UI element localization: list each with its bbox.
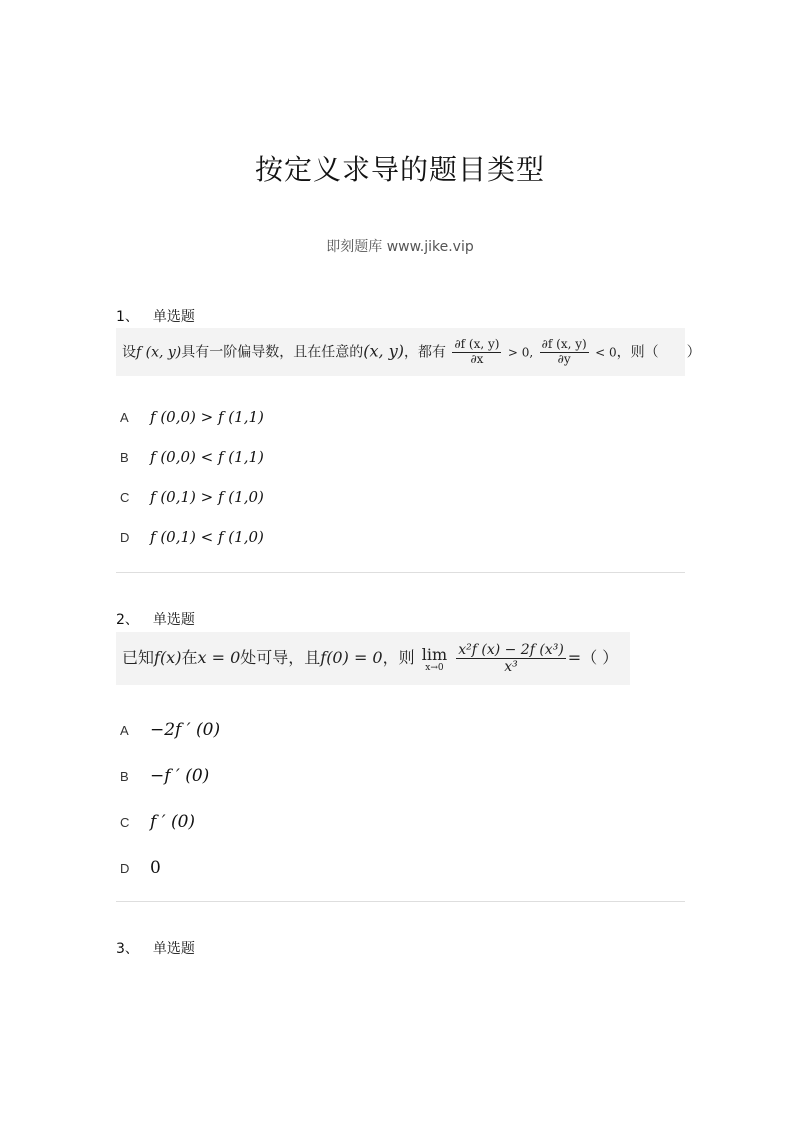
option-text: f (0,1) < f (1,0) — [150, 528, 264, 546]
question-2-option-d[interactable] — [120, 858, 161, 878]
question-1-stem: 设f (x, y)具有一阶偏导数，且在任意的(x, y)，都有 $\frac{\partial f (x, y)}{\partial x}$ > 0, $\frac{\partial f (x, y)}{\partial y}$ < 0，则（ ） — [116, 328, 685, 376]
option-text: 0 — [150, 858, 161, 878]
question-3-header — [116, 938, 195, 958]
fraction-partial-y: $\frac{\partial f (x, y)}{\partial y}$ — [541, 336, 587, 366]
question-1-option-c[interactable] — [120, 488, 264, 506]
question-type: 单选题 — [152, 941, 195, 957]
limit-operator: lim x→0 — [421, 644, 448, 673]
question-2-stem: 已知f(x)在x = 0处可导，且f(0) = 0，则 lim x→0 $\frac{\text{x²f (x) − 2f (x³)}}{\text{x³}}$ =（ ） — [116, 632, 630, 685]
option-text: f ′ (0) — [150, 812, 196, 832]
divider — [116, 572, 685, 573]
question-2-header — [116, 609, 195, 629]
question-1-header — [116, 306, 195, 326]
option-text: f (0,0) < f (1,1) — [150, 448, 264, 466]
option-letter: B — [120, 768, 129, 784]
option-text: −2f ′ (0) — [150, 720, 221, 740]
page-title: 按定义求导的题目类型 — [254, 153, 545, 186]
question-2-option-a[interactable] — [120, 720, 220, 740]
option-text: f (0,1) > f (1,0) — [150, 488, 264, 506]
question-2-option-b[interactable] — [120, 766, 209, 786]
option-letter: D — [120, 529, 130, 545]
option-text: f (0,0) > f (1,1) — [150, 408, 264, 426]
question-number: 3、 — [116, 941, 139, 957]
question-1-option-d[interactable] — [120, 528, 264, 546]
question-1-option-a[interactable] — [120, 408, 264, 426]
option-letter: D — [120, 860, 130, 876]
question-2-option-c[interactable] — [120, 812, 195, 832]
divider — [116, 901, 685, 902]
source-line: 即刻题库 www.jike.vip — [326, 239, 474, 255]
question-1-option-b[interactable] — [120, 448, 264, 466]
fraction-partial-x: $\frac{\partial f (x, y)}{\partial x}$ — [454, 336, 500, 366]
option-letter: B — [120, 449, 129, 465]
question-type: 单选题 — [152, 309, 195, 325]
option-text: −f ′ (0) — [150, 766, 210, 786]
option-letter: A — [120, 722, 129, 738]
question-number: 1、 — [116, 309, 139, 325]
question-type: 单选题 — [152, 612, 195, 628]
limit-fraction: $\frac{\text{x²f (x) − 2f (x³)}}{\text{x³}}$ — [458, 641, 564, 675]
option-letter: A — [120, 409, 129, 425]
option-letter: C — [120, 814, 130, 830]
question-number: 2、 — [116, 612, 139, 628]
option-letter: C — [120, 489, 130, 505]
